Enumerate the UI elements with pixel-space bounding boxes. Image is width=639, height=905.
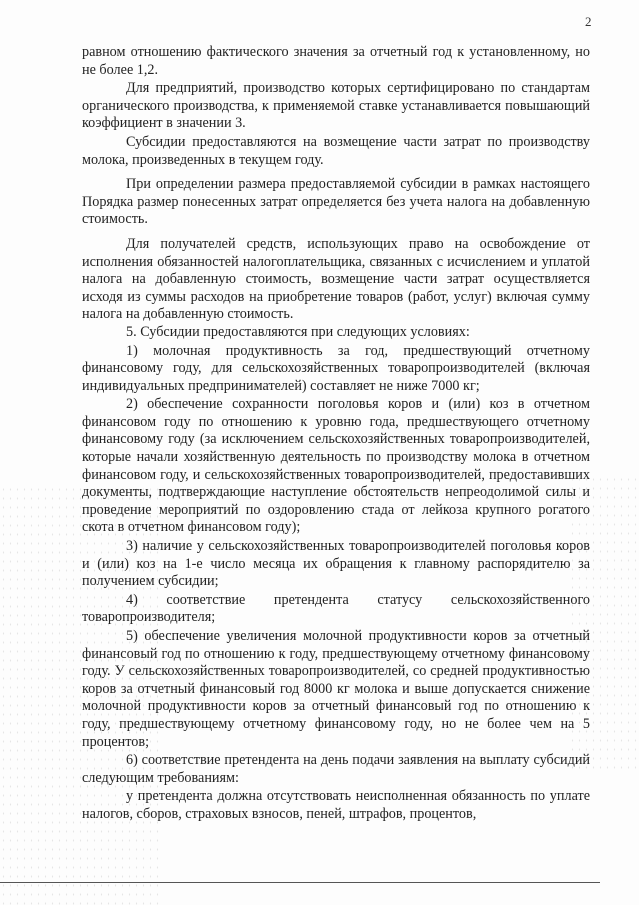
- page-number: 2: [585, 14, 592, 29]
- paragraph: 6) соответствие претендента на день подачи заявления на выплату субсидий следующим требованиям:: [82, 752, 590, 786]
- paragraph: 3) наличие у сельскохозяйственных товаропроизводителей поголовья коров и (или) коз на 1-е число месяца их обращения к главному распорядителю за получением субсидии;: [82, 538, 590, 590]
- paragraph: 1) молочная продуктивность за год, предшествующий отчетному финансовому году, для сельскохозяйственных товаропроизводителей (включая индивидуальных предпринимателей) составляет не ниже 7000 кг;: [82, 342, 590, 394]
- paragraph: Для предприятий, производство которых сертифицировано по стандартам органического производства, к применяемой ставке устанавливается повышающий коэффициент в значении 3.: [82, 80, 590, 132]
- document-body: [82, 44, 590, 824]
- paragraph: Для получателей средств, использующих право на освобождение от исполнения обязанностей налогоплательщика, связанных с исчислением и уплатой налога на добавленную стоимость, возмещение части затрат осуществляется исходя из суммы расходов на приобретение товаров (работ, услуг) включая сумму налога на добавленную стоимость.: [82, 235, 590, 323]
- paragraph: 5. Субсидии предоставляются при следующих условиях:: [126, 323, 470, 340]
- paragraph: 4) соответствие претендента статусу сельскохозяйственного товаропроизводителя;: [82, 591, 590, 626]
- paragraph: При определении размера предоставляемой субсидии в рамках настоящего Порядка размер понесенных затрат определяется без учета налога на добавленную стоимость.: [82, 176, 590, 228]
- paragraph: равном отношению фактического значения за отчетный год к установленному, но не более 1,2.: [82, 44, 590, 78]
- paragraph: Субсидии предоставляются на возмещение части затрат по производству молока, произведенных в текущем году.: [82, 133, 590, 168]
- paragraph: 2) обеспечение сохранности поголовья коров и (или) коз в отчетном финансовом году по отношению к уровню года, предшествующего отчетному финансовому году (за исключением сельскохозяйственных товаропроизводителей, которые начали хозяйственную деятельность по производству молока в отчетном финансовом году, и сельскохозяйственных товаропроизводителей, предоставивших документы, подтверждающие наступление обстоятельств непреодолимой силы и проведение мероприятий по оздоровлению стада от лейкоза крупного рогатого скота в отчетном финансовом году);: [82, 396, 590, 536]
- paragraph: 5) обеспечение увеличения молочной продуктивности коров за отчетный финансовый год по отношению к году, предшествующему отчетному финансовому году. У сельскохозяйственных товаропроизводителей, со средней продуктивностью коров за отчетный финансовый год 8000 кг молока и выше допускается снижение молочной продуктивности коров за отчетный финансовый год по отношению к году, предшествующему отчетному финансовому году, но не более чем на 5 процентов;: [82, 628, 590, 750]
- bottom-rule: [0, 882, 600, 883]
- paragraph: у претендента должна отсутствовать неисполненная обязанность по уплате налогов, сборов, страховых взносов, пеней, штрафов, процентов,: [82, 788, 590, 822]
